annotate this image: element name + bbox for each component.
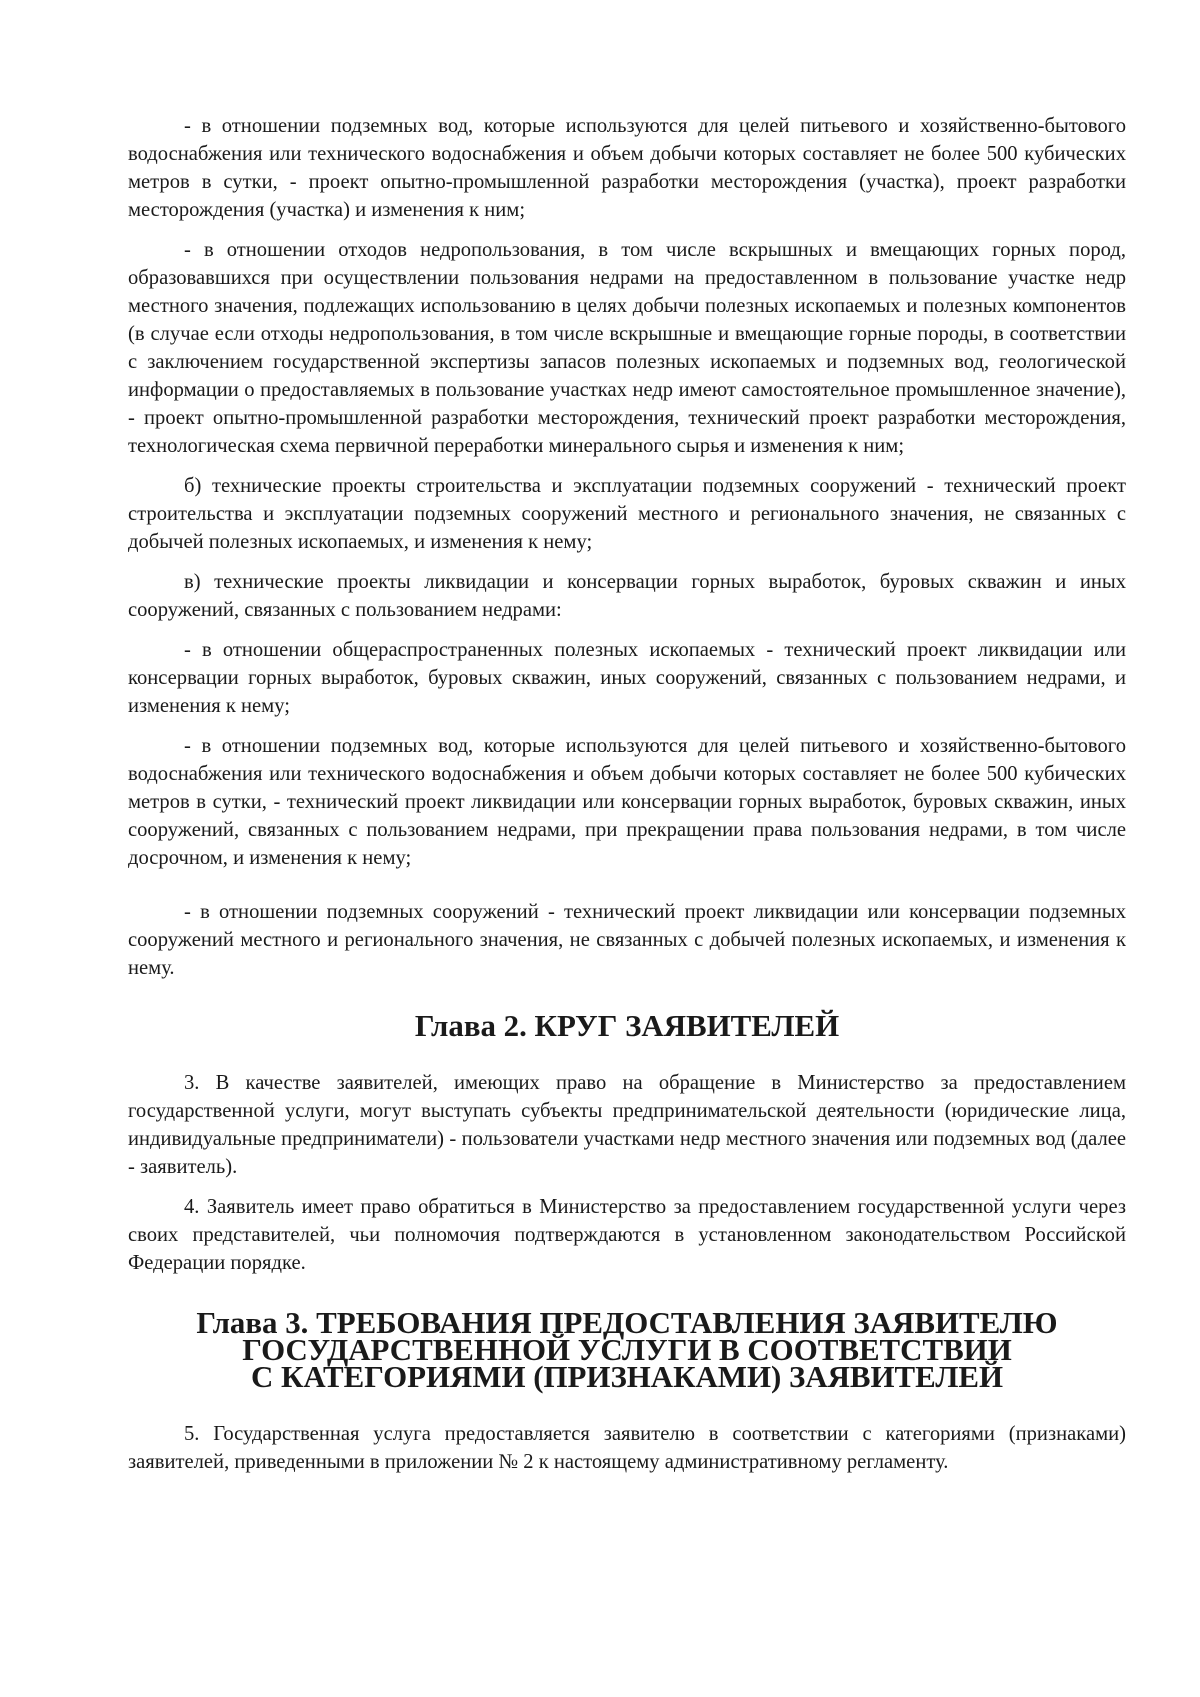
paragraph-common-minerals: - в отношении общераспространенных полезных ископаемых - технический проект ликвидации или консервации горных выработок, буровых скважин, иных сооружений, связанных с пользованием недрами, и изменения к нему; xyxy=(128,639,1126,717)
paragraph-item-3: 3. В качестве заявителей, имеющих право на обращение в Министерство за предоставлением государственной услуги, могут выступать субъекты предпринимательской деятельности (юридические лица, индивидуальные предприниматели) - пользователи участками недр местного значения или подземных вод (далее - заявитель). xyxy=(128,1072,1126,1178)
chapter-3-title-line-1: Глава 3. ТРЕБОВАНИЯ ПРЕДОСТАВЛЕНИЯ ЗАЯВИТЕЛЮ xyxy=(196,1305,1058,1340)
chapter-3-title-line-2: ГОСУДАРСТВЕННОЙ УСЛУГИ В СООТВЕТСТВИИ xyxy=(242,1332,1012,1367)
document-page xyxy=(128,112,1126,1488)
paragraph-groundwater-development: - в отношении подземных вод, которые используются для целей питьевого и хозяйственно-бытового водоснабжения или технического водоснабжения и объем добычи которых составляет не более 500 кубических метров в сутки, - проект опытно-промышленной разработки месторождения (участка), проект разработки месторождения (участка) и изменения к ним; xyxy=(128,115,1126,221)
paragraph-item-4: 4. Заявитель имеет право обратиться в Министерство за предоставлением государственной услуги через своих представителей, чьи полномочия подтверждаются в установленном законодательством Российской Федерации порядке. xyxy=(128,1196,1126,1274)
chapter-2-title: Глава 2. КРУГ ЗАЯВИТЕЛЕЙ xyxy=(414,1008,840,1043)
paragraph-liquidation-projects: в) технические проекты ликвидации и консервации горных выработок, буровых скважин и иных сооружений, связанных с пользованием недрами: xyxy=(128,571,1126,621)
paragraph-mining-waste: - в отношении отходов недропользования, в том числе вскрышных и вмещающих горных пород, образовавшихся при осуществлении пользования недрами на предоставленном в пользование участке недр местного значения, подлежащих использованию в целях добычи полезных ископаемых и полезных компонентов (в случае если отходы недропользования, в том числе вскрышные и вмещающие горные породы, в соответствии с заключением государственной экспертизы запасов полезных ископаемых и подземных вод, геологической информации о предоставляемых в пользование участках недр имеют самостоятельное промышленное значение), - проект опытно-промышленной разработки месторождения, технический проект разработки месторождения, технологическая схема первичной переработки минерального сырья и изменения к ним; xyxy=(128,239,1126,457)
paragraph-underground-construction: б) технические проекты строительства и эксплуатации подземных сооружений - технический проект строительства и эксплуатации подземных сооружений местного и регионального значения, не связанных с добычей полезных ископаемых, и изменения к нему; xyxy=(128,475,1126,553)
chapter-3-title xyxy=(128,1305,1126,1394)
paragraph-item-5: 5. Государственная услуга предоставляется заявителю в соответствии с категориями (признаками) заявителей, приведенными в приложении № 2 к настоящему административному регламенту. xyxy=(128,1423,1126,1473)
paragraph-underground-structures: - в отношении подземных сооружений - технический проект ликвидации или консервации подземных сооружений местного и регионального значения, не связанных с добычей полезных ископаемых, и изменения к нему. xyxy=(128,901,1126,979)
chapter-3-title-line-3: С КАТЕГОРИЯМИ (ПРИЗНАКАМИ) ЗАЯВИТЕЛЕЙ xyxy=(250,1359,1003,1394)
paragraph-groundwater-liquidation: - в отношении подземных вод, которые используются для целей питьевого и хозяйственно-бытового водоснабжения или технического водоснабжения и объем добычи которых составляет не более 500 кубических метров в сутки, - технический проект ликвидации или консервации горных выработок, буровых скважин, иных сооружений, связанных с пользованием недрами, при прекращении права пользования недрами, в том числе досрочном, и изменения к нему; xyxy=(128,735,1126,869)
